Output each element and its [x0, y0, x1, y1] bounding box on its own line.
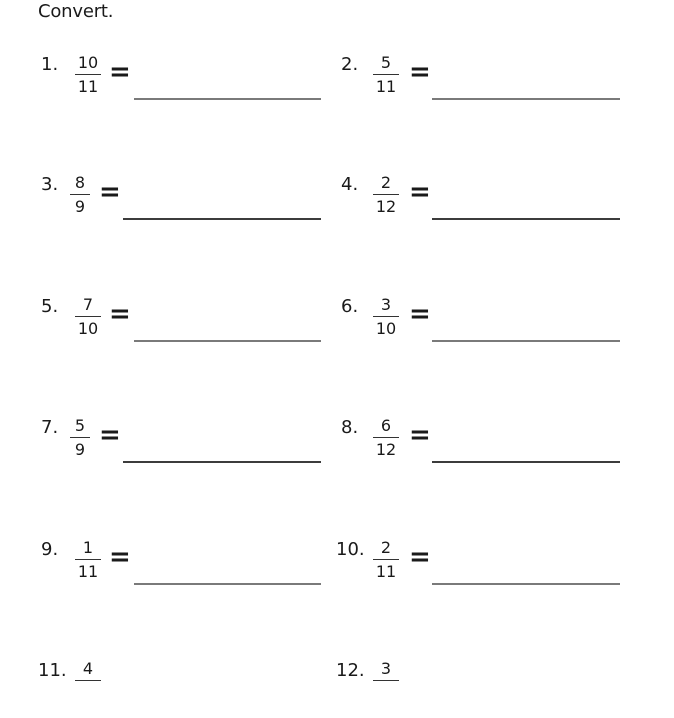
- problem-number: 5.: [41, 296, 59, 317]
- fraction: [373, 415, 399, 458]
- equals-sign: =: [109, 542, 131, 572]
- equals-sign: =: [409, 542, 431, 572]
- equals-sign: =: [99, 177, 121, 207]
- equals-sign: =: [109, 57, 131, 87]
- numerator: 6: [373, 415, 399, 438]
- problem-8: [0, 415, 674, 475]
- problem-number: 6.: [341, 296, 359, 317]
- problem-2: [0, 52, 674, 112]
- answer-blank[interactable]: [432, 340, 620, 342]
- problem-number: 4.: [341, 174, 359, 195]
- numerator: 2: [373, 537, 399, 560]
- numerator: 2: [373, 172, 399, 195]
- equals-sign: =: [409, 420, 431, 450]
- denominator: 9: [74, 440, 86, 459]
- numerator: 5: [373, 52, 399, 75]
- equals-sign: =: [99, 420, 121, 450]
- numerator: 7: [75, 294, 101, 317]
- problem-number: 2.: [341, 54, 359, 75]
- denominator: 11: [77, 77, 99, 96]
- problem-number: 8.: [341, 417, 359, 438]
- problem-number: 3.: [41, 174, 59, 195]
- problem-number: 10.: [336, 539, 365, 560]
- denominator: 10: [375, 319, 397, 338]
- numerator: 3: [373, 658, 399, 681]
- numerator: 8: [70, 172, 90, 195]
- problem-10: [0, 537, 674, 597]
- answer-blank[interactable]: [432, 218, 620, 220]
- denominator: 11: [77, 562, 99, 581]
- numerator: 1: [75, 537, 101, 560]
- denominator: 12: [375, 440, 397, 459]
- numerator: 5: [70, 415, 90, 438]
- numerator: 10: [75, 52, 101, 75]
- problem-number: 12.: [336, 660, 365, 681]
- numerator: 4: [75, 658, 101, 681]
- denominator: 11: [375, 77, 397, 96]
- denominator: 9: [74, 197, 86, 216]
- denominator: 12: [375, 197, 397, 216]
- fraction: [373, 294, 399, 337]
- numerator: 3: [373, 294, 399, 317]
- problem-number: 1.: [41, 54, 59, 75]
- fraction: [373, 537, 399, 580]
- problem-number: 9.: [41, 539, 59, 560]
- problem-4: [0, 172, 674, 232]
- fraction: [373, 172, 399, 215]
- fraction: [373, 52, 399, 95]
- instruction-text: Convert.: [38, 1, 114, 22]
- denominator: 11: [375, 562, 397, 581]
- fraction: [373, 658, 399, 681]
- answer-blank[interactable]: [432, 98, 620, 100]
- answer-blank[interactable]: [432, 461, 620, 463]
- problem-number: 7.: [41, 417, 59, 438]
- equals-sign: =: [409, 177, 431, 207]
- problem-12: [0, 658, 674, 718]
- problem-number: 11.: [38, 660, 67, 681]
- equals-sign: =: [409, 57, 431, 87]
- problem-6: [0, 294, 674, 354]
- denominator: 10: [77, 319, 99, 338]
- equals-sign: =: [109, 299, 131, 329]
- equals-sign: =: [409, 299, 431, 329]
- answer-blank[interactable]: [432, 583, 620, 585]
